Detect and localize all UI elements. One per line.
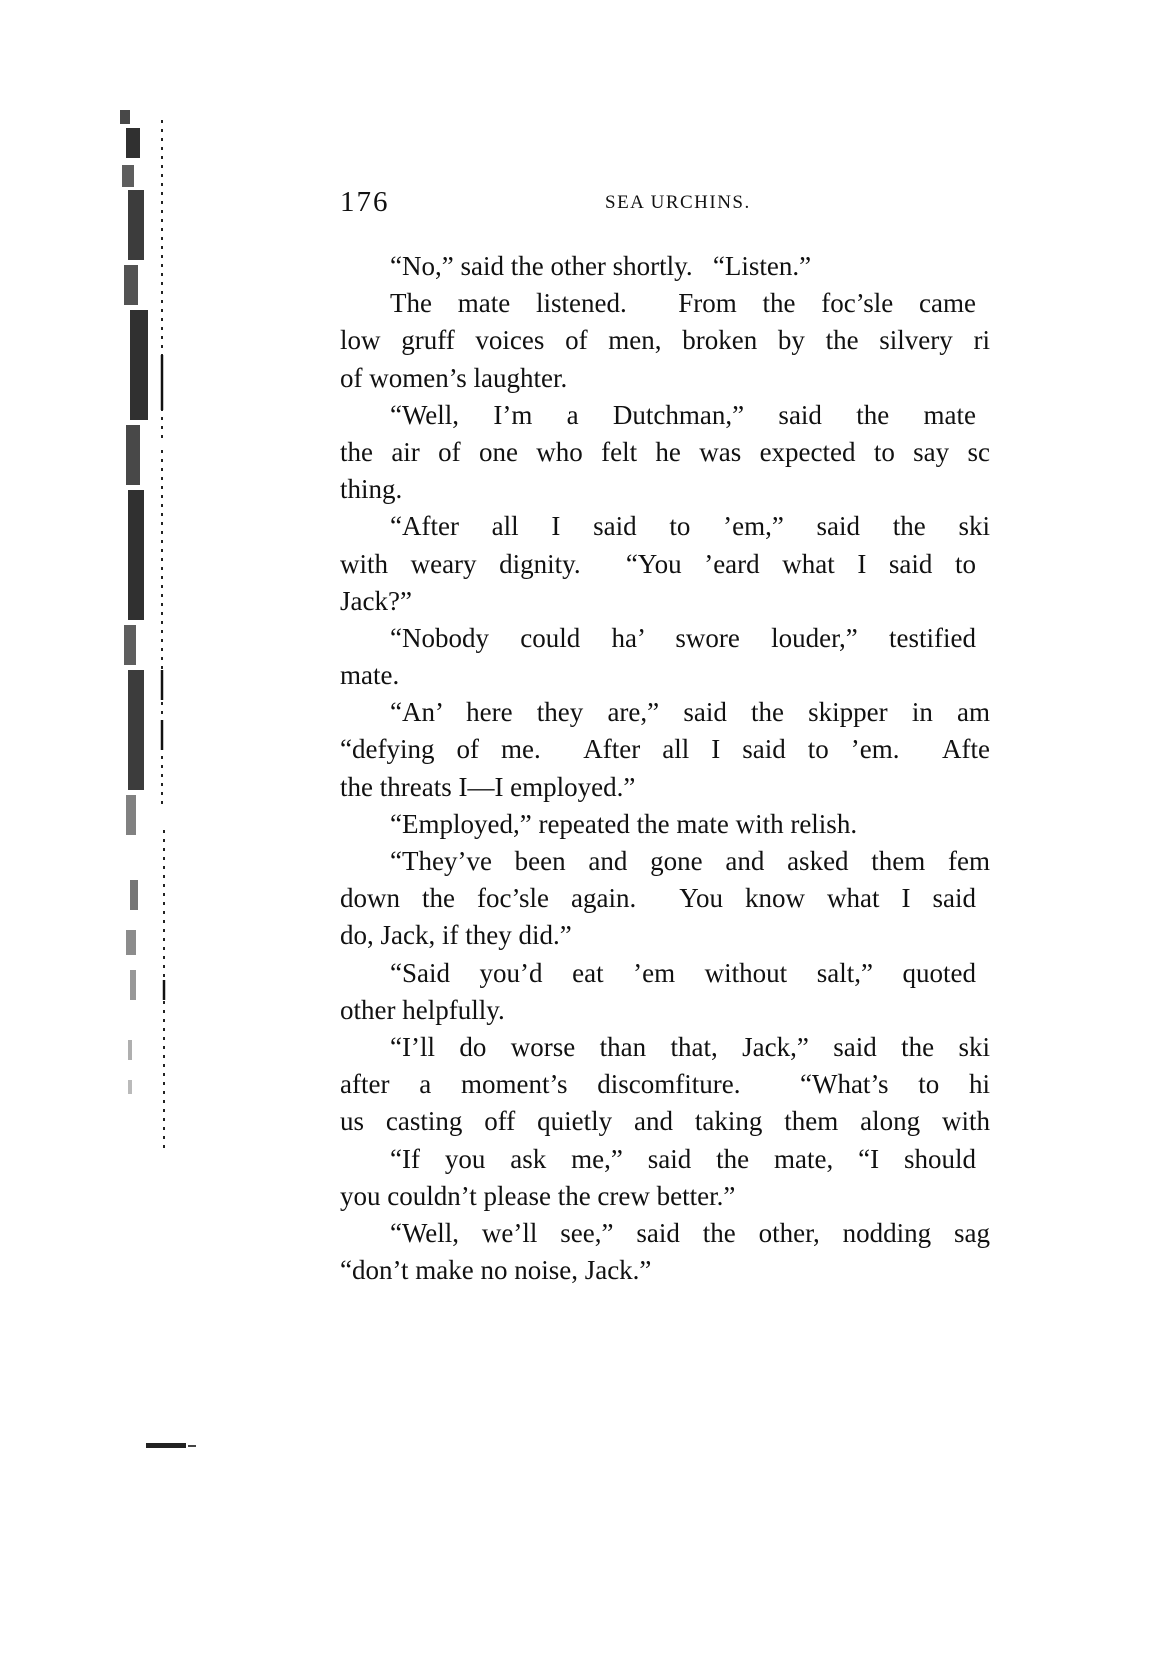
text-line: “Nobody could ha’ swore louder,” testified: [390, 622, 976, 653]
text-line: “don’t make no noise, Jack.”: [340, 1255, 652, 1286]
text-line: do, Jack, if they did.”: [340, 920, 572, 951]
text-line: mate.: [340, 660, 400, 691]
text-line: “No,” said the other shortly. “Listen.”: [390, 251, 812, 281]
text-line: of women’s laughter.: [340, 362, 568, 393]
text-line: “An’ here they are,” said the skipper in am: [390, 697, 990, 728]
text-line: “After all I said to ’em,” said the ski: [390, 511, 990, 542]
text-line: The mate listened. From the foc’sle came: [390, 288, 976, 319]
text-line: thing.: [340, 474, 403, 505]
scan-smudge-mark: [146, 1440, 206, 1452]
text-line: down the foc’sle again. You know what I said: [340, 883, 976, 914]
text-line: after a moment’s discomfiture. “What’s to hi: [340, 1069, 990, 1100]
text-line: the threats I—I employed.”: [340, 771, 636, 802]
body-text: [340, 248, 1100, 1289]
text-line: the air of one who felt he was expected to say sc: [340, 436, 990, 467]
text-line: “Employed,” repeated the mate with relish.: [390, 808, 858, 839]
text-line: “I’ll do worse than that, Jack,” said the ski: [390, 1031, 990, 1062]
text-line: us casting off quietly and taking them along with: [340, 1106, 990, 1137]
text-line: low gruff voices of men, broken by the silvery ri: [340, 325, 990, 356]
page-number: 176: [340, 186, 390, 218]
running-head-title: SEA URCHINS.: [605, 192, 751, 213]
book-page: [340, 0, 1100, 1653]
text-line: you couldn’t please the crew better.”: [340, 1180, 736, 1211]
text-line: “defying of me. After all I said to ’em. Afte: [340, 734, 990, 765]
text-line: “If you ask me,” said the mate, “I should: [390, 1143, 976, 1174]
running-head: [340, 186, 980, 222]
text-line: other helpfully.: [340, 994, 505, 1025]
text-line: “Well, we’ll see,” said the other, nodding sag: [390, 1217, 990, 1248]
text-line: Jack?”: [340, 585, 412, 616]
text-line: with weary dignity. “You ’eard what I said to: [340, 548, 976, 579]
text-line: “Said you’d eat ’em without salt,” quoted: [390, 957, 976, 988]
text-line: “Well, I’m a Dutchman,” said the mate: [390, 399, 976, 430]
binding-edge-decoration: [118, 110, 178, 1160]
text-line: “They’ve been and gone and asked them fem: [390, 846, 990, 876]
